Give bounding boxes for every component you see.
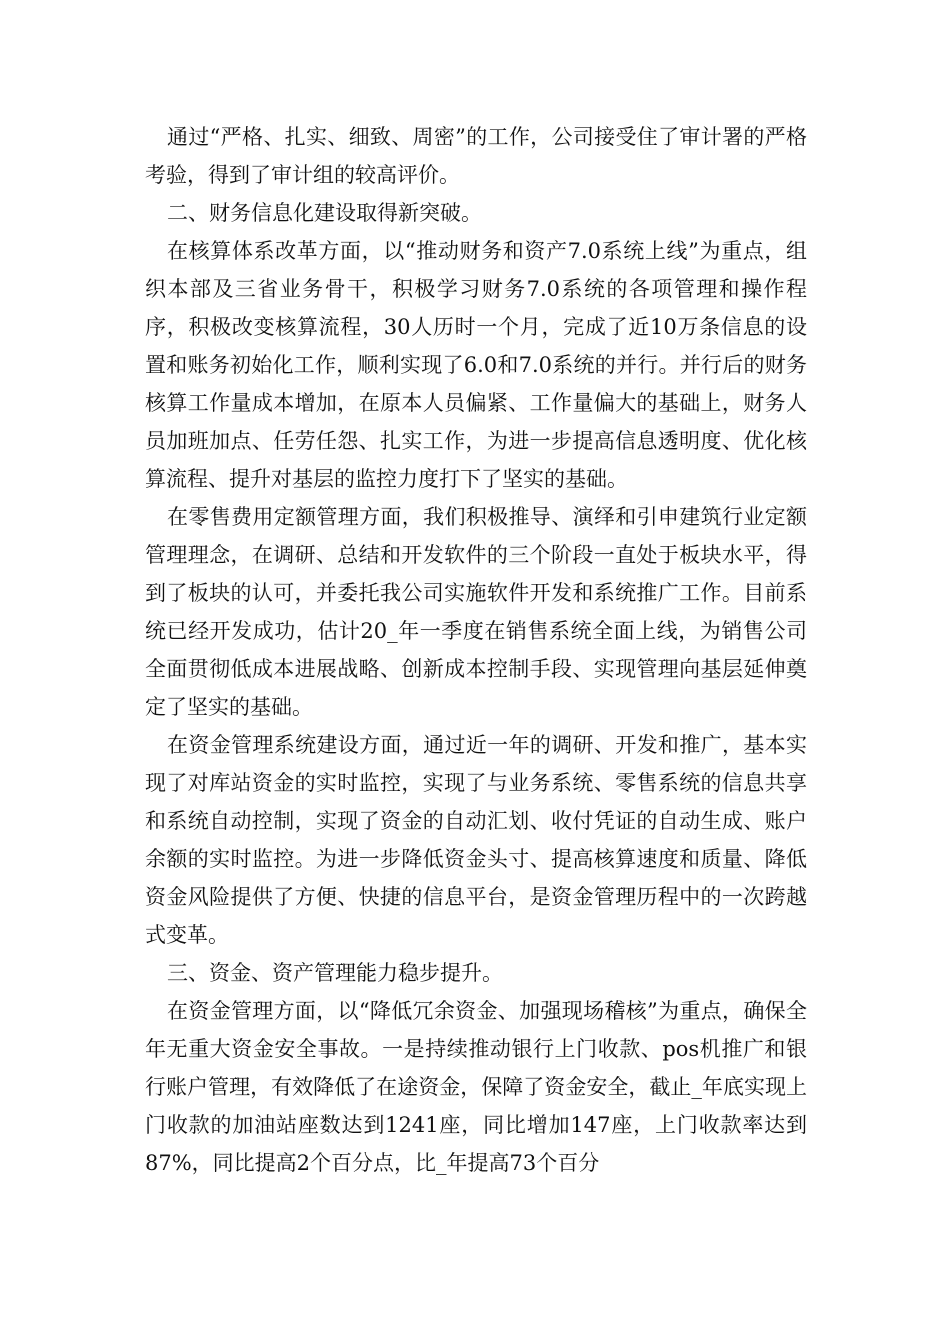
paragraph-fund-system: 在资金管理系统建设方面，通过近一年的调研、开发和推广，基本实现了对库站资金的实时监控，实现了与业务系统、零售系统的信息共享和系统自动控制，实现了资金的自动汇划、收付凭证的自动生成、账户余额的实时监控。为进一步降低资金头寸、提高核算速度和质量、降低资金风险提供了方便、快捷的信息平台，是资金管理历程中的一次跨越式变革。 xyxy=(145,733,807,947)
paragraph-fund-management: 在资金管理方面，以“降低冗余资金、加强现场稽核”为重点，确保全年无重大资金安全事故。一是持续推动银行上门收款、pos机推广和银行账户管理，有效降低了在途资金，保障了资金安全，截止_年底实现上门收款的加油站座数达到1241座，同比增加147座，上门收款率达到87%，同比提高2个百分点，比_年提高73个百分 xyxy=(145,999,807,1175)
paragraph-audit-summary: 通过“严格、扎实、细致、周密”的工作，公司接受住了审计署的严格考验，得到了审计组的较高评价。 xyxy=(145,125,807,187)
paragraph-accounting-reform: 在核算体系改革方面，以“推动财务和资产7.0系统上线”为重点，组织本部及三省业务骨干，积极学习财务7.0系统的各项管理和操作程序，积极改变核算流程，30人历时一个月，完成了近10万条信息的设置和账务初始化工作，顺利实现了6.0和7.0系统的并行。并行后的财务核算工作量成本增加，在原本人员偏紧、工作量偏大的基础上，财务人员加班加点、任劳任怨、扎实工作，为进一步提高信息透明度、优化核算流程、提升对基层的监控力度打下了坚实的基础。 xyxy=(145,239,807,491)
paragraph-retail-quota: 在零售费用定额管理方面，我们积极推导、演绎和引申建筑行业定额管理理念，在调研、总结和开发软件的三个阶段一直处于板块水平，得到了板块的认可，并委托我公司实施软件开发和系统推广工作。目前系统已经开发成功，估计20_年一季度在销售系统全面上线，为销售公司全面贯彻低成本进展战略、创新成本控制手段、实现管理向基层延伸奠定了坚实的基础。 xyxy=(145,505,807,719)
document-body xyxy=(145,118,807,1182)
section-heading-3: 三、资金、资产管理能力稳步提升。 xyxy=(167,961,503,985)
section-heading-2: 二、财务信息化建设取得新突破。 xyxy=(167,201,482,225)
